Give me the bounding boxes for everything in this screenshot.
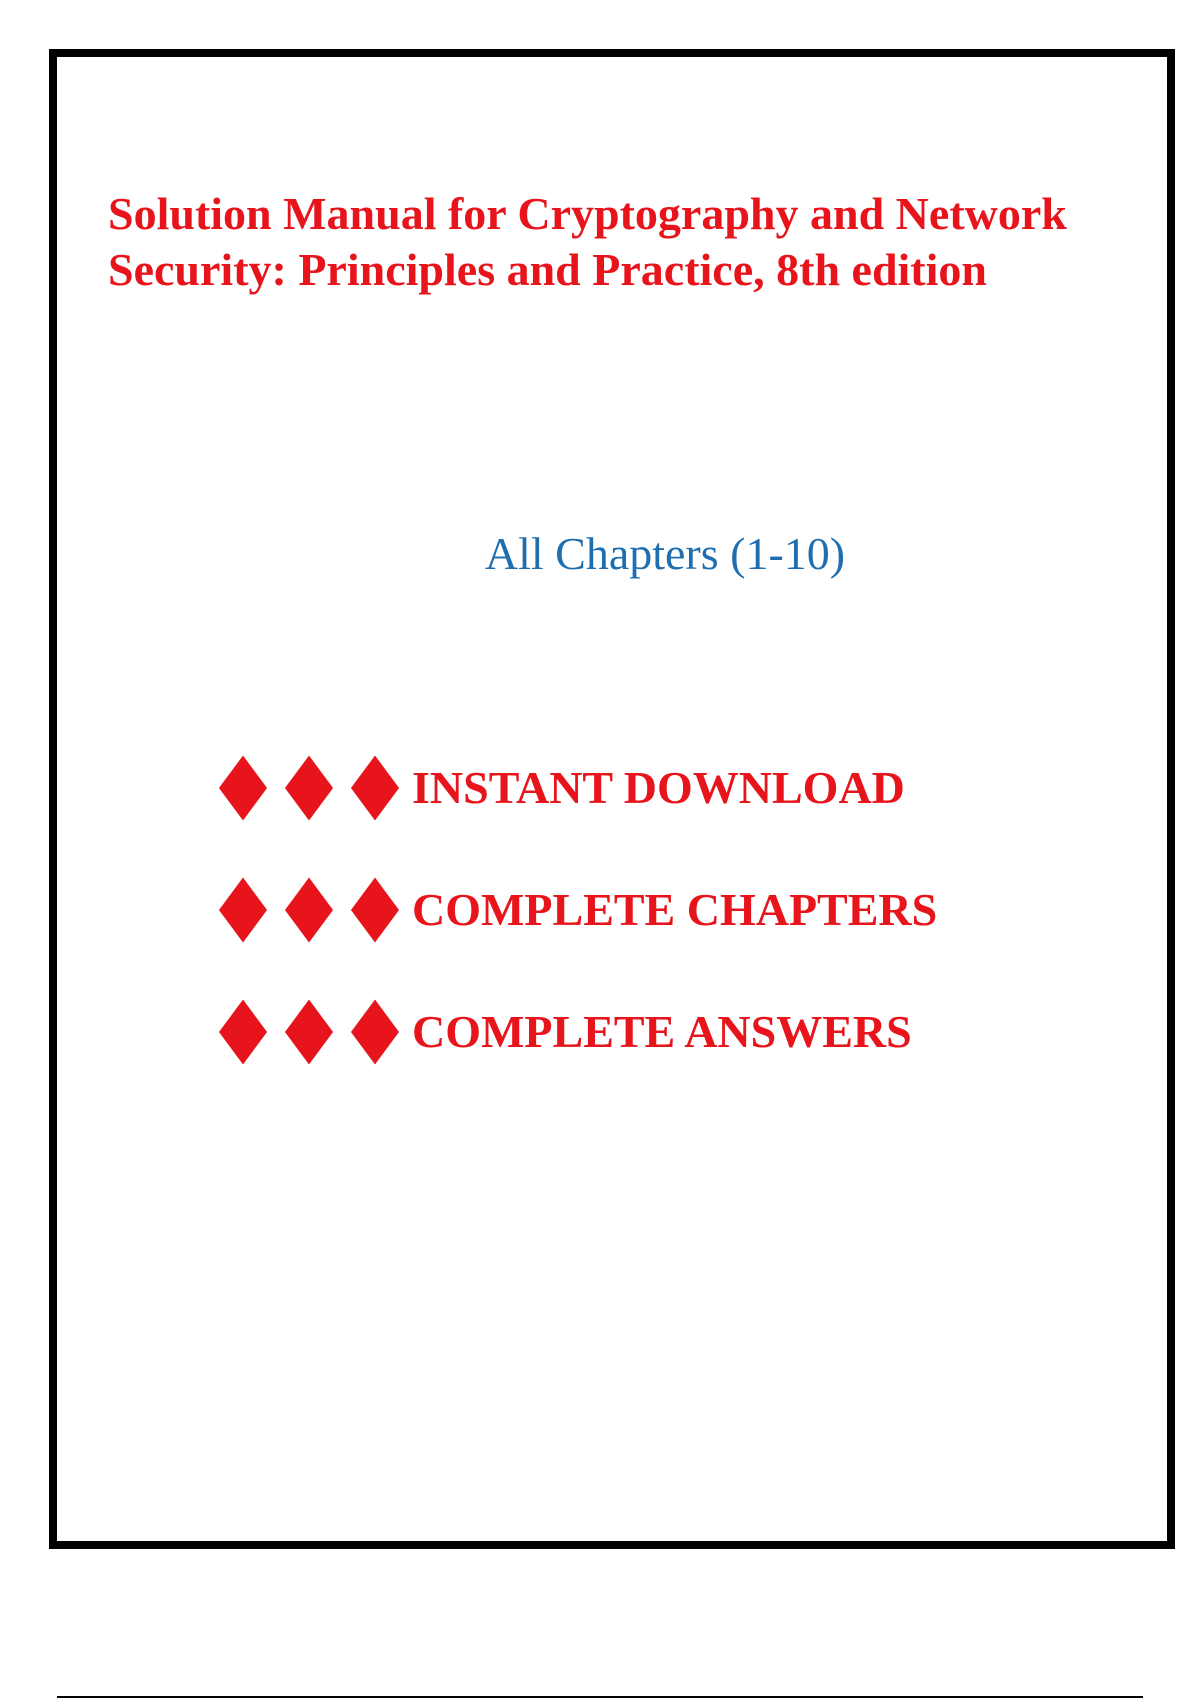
diamond-icon (219, 878, 267, 943)
diamond-icon (285, 756, 333, 821)
diamond-bullets (226, 771, 392, 805)
feature-item-complete-answers (226, 1002, 937, 1062)
diamond-bullets (226, 1015, 392, 1049)
diamond-icon (351, 878, 399, 943)
footer-divider (57, 1696, 1143, 1698)
diamond-icon (219, 756, 267, 821)
feature-label: COMPLETE CHAPTERS (412, 884, 938, 935)
diamond-icon (219, 1000, 267, 1065)
document-title-line-2: Security: Principles and Practice, 8th edition (108, 244, 987, 295)
feature-label: INSTANT DOWNLOAD (412, 762, 905, 813)
feature-label: COMPLETE ANSWERS (412, 1006, 912, 1057)
diamond-icon (285, 878, 333, 943)
diamond-bullets (226, 893, 392, 927)
diamond-icon (351, 1000, 399, 1065)
document-title-line-1: Solution Manual for Cryptography and Network (108, 188, 1067, 239)
diamond-icon (351, 756, 399, 821)
document-title (108, 186, 1148, 298)
diamond-icon (285, 1000, 333, 1065)
feature-item-complete-chapters (226, 880, 937, 940)
feature-item-instant-download (226, 758, 937, 818)
feature-list (226, 758, 937, 1124)
chapters-subtitle: All Chapters (1-10) (484, 528, 846, 579)
